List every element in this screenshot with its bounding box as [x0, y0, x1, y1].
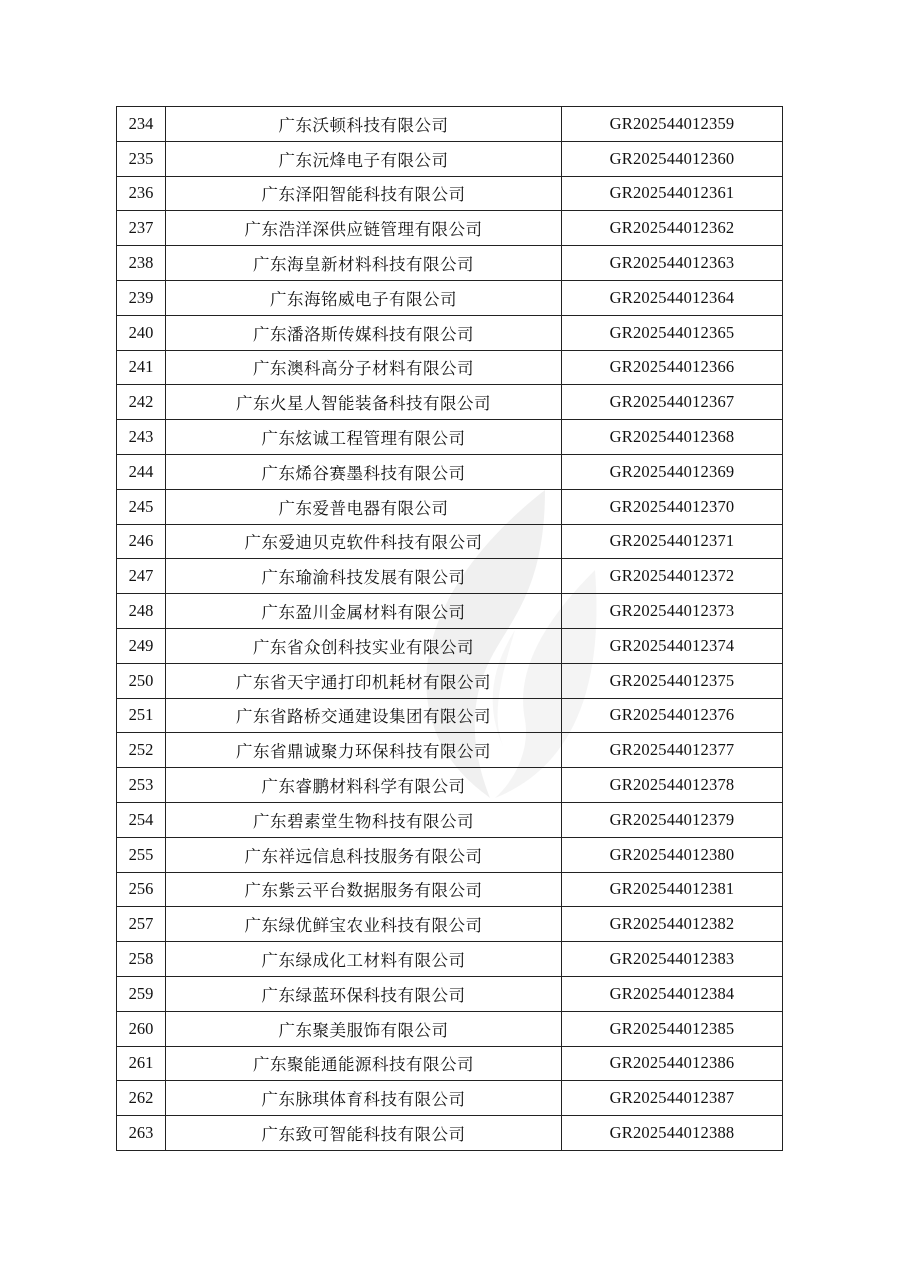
company-name-cell: 广东瑜渝科技发展有限公司 [166, 559, 562, 594]
company-name-cell: 广东潘洛斯传媒科技有限公司 [166, 315, 562, 350]
certificate-code-cell: GR202544012367 [562, 385, 783, 420]
row-number-cell: 263 [117, 1116, 166, 1151]
company-name-cell: 广东爱普电器有限公司 [166, 489, 562, 524]
company-name-cell: 广东泽阳智能科技有限公司 [166, 176, 562, 211]
row-number-cell: 256 [117, 872, 166, 907]
row-number-cell: 237 [117, 211, 166, 246]
certificate-code-cell: GR202544012359 [562, 107, 783, 142]
certificate-code-cell: GR202544012378 [562, 768, 783, 803]
certificate-code-cell: GR202544012370 [562, 489, 783, 524]
row-number-cell: 250 [117, 663, 166, 698]
company-name-cell: 广东炫诚工程管理有限公司 [166, 420, 562, 455]
certificate-code-cell: GR202544012383 [562, 942, 783, 977]
company-name-cell: 广东致可智能科技有限公司 [166, 1116, 562, 1151]
table-row [117, 489, 783, 524]
row-number-cell: 234 [117, 107, 166, 142]
certificate-code-cell: GR202544012361 [562, 176, 783, 211]
table-row [117, 768, 783, 803]
company-name-cell: 广东省鼎诚聚力环保科技有限公司 [166, 733, 562, 768]
company-name-cell: 广东睿鹏材料科学有限公司 [166, 768, 562, 803]
row-number-cell: 259 [117, 976, 166, 1011]
certificate-code-cell: GR202544012380 [562, 837, 783, 872]
table-row [117, 559, 783, 594]
company-name-cell: 广东紫云平台数据服务有限公司 [166, 872, 562, 907]
row-number-cell: 260 [117, 1011, 166, 1046]
certificate-code-cell: GR202544012369 [562, 454, 783, 489]
row-number-cell: 246 [117, 524, 166, 559]
company-name-cell: 广东浩洋深供应链管理有限公司 [166, 211, 562, 246]
row-number-cell: 244 [117, 454, 166, 489]
company-name-cell: 广东绿蓝环保科技有限公司 [166, 976, 562, 1011]
certificate-code-cell: GR202544012379 [562, 802, 783, 837]
certificate-code-cell: GR202544012385 [562, 1011, 783, 1046]
table-row [117, 1116, 783, 1151]
table-row [117, 176, 783, 211]
row-number-cell: 238 [117, 246, 166, 281]
row-number-cell: 240 [117, 315, 166, 350]
table-row [117, 663, 783, 698]
row-number-cell: 248 [117, 594, 166, 629]
certificate-code-cell: GR202544012365 [562, 315, 783, 350]
table-row [117, 733, 783, 768]
certificate-code-cell: GR202544012374 [562, 628, 783, 663]
table-row [117, 907, 783, 942]
table-row [117, 141, 783, 176]
certificate-code-cell: GR202544012386 [562, 1046, 783, 1081]
table-row [117, 315, 783, 350]
certificate-code-cell: GR202544012373 [562, 594, 783, 629]
company-name-cell: 广东爱迪贝克软件科技有限公司 [166, 524, 562, 559]
row-number-cell: 261 [117, 1046, 166, 1081]
row-number-cell: 262 [117, 1081, 166, 1116]
row-number-cell: 255 [117, 837, 166, 872]
company-name-cell: 广东海铭威电子有限公司 [166, 280, 562, 315]
table-row [117, 976, 783, 1011]
table-row [117, 1011, 783, 1046]
company-name-cell: 广东澳科高分子材料有限公司 [166, 350, 562, 385]
certificate-code-cell: GR202544012366 [562, 350, 783, 385]
row-number-cell: 258 [117, 942, 166, 977]
table-row [117, 698, 783, 733]
table-row [117, 524, 783, 559]
certificate-code-cell: GR202544012375 [562, 663, 783, 698]
certificate-code-cell: GR202544012368 [562, 420, 783, 455]
certificate-code-cell: GR202544012362 [562, 211, 783, 246]
table-row [117, 246, 783, 281]
row-number-cell: 245 [117, 489, 166, 524]
company-name-cell: 广东烯谷赛墨科技有限公司 [166, 454, 562, 489]
table-row [117, 802, 783, 837]
company-name-cell: 广东聚美服饰有限公司 [166, 1011, 562, 1046]
company-name-cell: 广东绿成化工材料有限公司 [166, 942, 562, 977]
certificate-code-cell: GR202544012363 [562, 246, 783, 281]
table-row [117, 1046, 783, 1081]
table-row [117, 211, 783, 246]
company-name-cell: 广东碧素堂生物科技有限公司 [166, 802, 562, 837]
certificate-code-cell: GR202544012371 [562, 524, 783, 559]
table-row [117, 872, 783, 907]
company-name-cell: 广东绿优鲜宝农业科技有限公司 [166, 907, 562, 942]
certificate-code-cell: GR202544012382 [562, 907, 783, 942]
certificate-code-cell: GR202544012381 [562, 872, 783, 907]
certificate-code-cell: GR202544012360 [562, 141, 783, 176]
certificate-code-cell: GR202544012372 [562, 559, 783, 594]
company-name-cell: 广东沃顿科技有限公司 [166, 107, 562, 142]
company-name-cell: 广东省路桥交通建设集团有限公司 [166, 698, 562, 733]
company-name-cell: 广东聚能通能源科技有限公司 [166, 1046, 562, 1081]
table-row [117, 454, 783, 489]
row-number-cell: 235 [117, 141, 166, 176]
table-row [117, 837, 783, 872]
company-table [116, 106, 783, 1151]
table-row [117, 942, 783, 977]
row-number-cell: 243 [117, 420, 166, 455]
certificate-code-cell: GR202544012388 [562, 1116, 783, 1151]
row-number-cell: 236 [117, 176, 166, 211]
row-number-cell: 257 [117, 907, 166, 942]
company-name-cell: 广东海皇新材料科技有限公司 [166, 246, 562, 281]
row-number-cell: 239 [117, 280, 166, 315]
certificate-code-cell: GR202544012387 [562, 1081, 783, 1116]
row-number-cell: 247 [117, 559, 166, 594]
company-name-cell: 广东省众创科技实业有限公司 [166, 628, 562, 663]
company-name-cell: 广东省天宇通打印机耗材有限公司 [166, 663, 562, 698]
company-name-cell: 广东脉琪体育科技有限公司 [166, 1081, 562, 1116]
table-body [117, 107, 783, 1151]
company-name-cell: 广东沅烽电子有限公司 [166, 141, 562, 176]
table-row [117, 628, 783, 663]
company-name-cell: 广东盈川金属材料有限公司 [166, 594, 562, 629]
table-row [117, 107, 783, 142]
certificate-code-cell: GR202544012364 [562, 280, 783, 315]
row-number-cell: 254 [117, 802, 166, 837]
table-row [117, 280, 783, 315]
row-number-cell: 241 [117, 350, 166, 385]
certificate-code-cell: GR202544012384 [562, 976, 783, 1011]
certificate-code-cell: GR202544012377 [562, 733, 783, 768]
certificate-code-cell: GR202544012376 [562, 698, 783, 733]
row-number-cell: 249 [117, 628, 166, 663]
table-row [117, 420, 783, 455]
company-name-cell: 广东火星人智能装备科技有限公司 [166, 385, 562, 420]
table-row [117, 1081, 783, 1116]
table-row [117, 350, 783, 385]
row-number-cell: 253 [117, 768, 166, 803]
company-name-cell: 广东祥远信息科技服务有限公司 [166, 837, 562, 872]
table-row [117, 385, 783, 420]
row-number-cell: 252 [117, 733, 166, 768]
table-row [117, 594, 783, 629]
row-number-cell: 251 [117, 698, 166, 733]
row-number-cell: 242 [117, 385, 166, 420]
